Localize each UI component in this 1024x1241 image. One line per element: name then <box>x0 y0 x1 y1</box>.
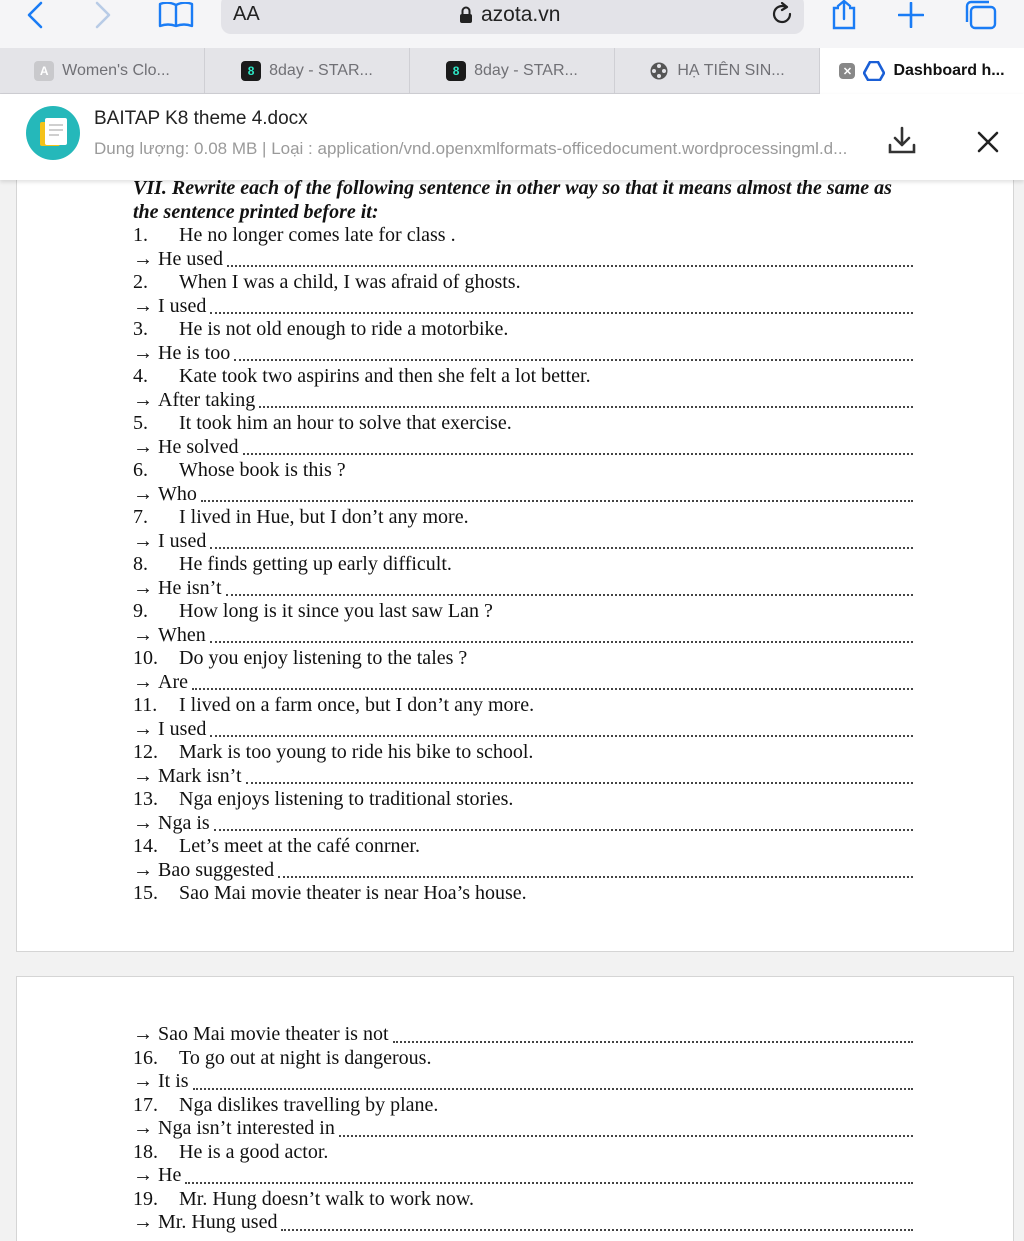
question-sentence: He is a good actor. <box>179 1140 329 1163</box>
answer-blank <box>226 592 913 596</box>
answer-prompt: Nga is <box>158 811 210 834</box>
arrow-icon: → <box>133 1023 153 1045</box>
answer-prompt: Are <box>158 670 188 693</box>
question-line <box>133 271 913 295</box>
arrow-icon: → <box>133 764 153 787</box>
answer-line <box>133 1211 913 1235</box>
tab-8day-star-1[interactable] <box>205 48 410 94</box>
browser-toolbar <box>0 0 1024 48</box>
arrow-icon: → <box>133 435 153 458</box>
question-number: 6. <box>133 459 148 481</box>
question-number: 13. <box>133 788 158 810</box>
answer-line <box>133 530 913 554</box>
answer-blank <box>339 1133 913 1137</box>
close-icon <box>977 131 999 153</box>
drive-icon <box>863 61 885 81</box>
new-tab-button[interactable] <box>896 0 926 30</box>
address-bar[interactable] <box>221 0 804 34</box>
arrow-icon: → <box>133 1211 153 1233</box>
question-line <box>133 506 913 530</box>
question-number: 7. <box>133 506 148 528</box>
question-sentence: He is not old enough to ride a motorbike. <box>179 318 509 340</box>
question-sentence: How long is it since you last saw Lan ? <box>179 600 493 622</box>
answer-blank <box>210 310 913 314</box>
arrow-icon: → <box>133 576 153 599</box>
lock-icon <box>459 6 473 24</box>
question-number: 5. <box>133 412 148 434</box>
tab-womens-clothing[interactable] <box>0 48 205 94</box>
question-sentence: He no longer comes late for class . <box>179 224 456 246</box>
question-line <box>133 600 913 624</box>
question-sentence: Mark is too young to ride his bike to school. <box>179 741 534 763</box>
forward-button[interactable] <box>88 0 118 30</box>
text-size-button[interactable] <box>233 3 260 26</box>
download-button[interactable] <box>884 122 920 158</box>
page-1-content <box>133 180 913 906</box>
question-number: 17. <box>133 1093 158 1116</box>
answer-line-15 <box>133 1023 913 1047</box>
tab-strip <box>0 48 1024 94</box>
tabs-icon <box>963 0 997 30</box>
answer-prompt: I used <box>158 717 207 740</box>
answer-prompt: He isn’t <box>158 576 222 599</box>
letter-a-icon: A <box>34 61 54 81</box>
file-header <box>0 94 1024 180</box>
question-sentence: Kate took two aspirins and then she felt a lot better. <box>179 365 591 387</box>
reload-icon <box>770 2 794 26</box>
question-number: 9. <box>133 600 148 622</box>
arrow-icon: → <box>133 1070 153 1092</box>
arrow-icon: → <box>133 529 153 552</box>
answer-line <box>133 342 913 366</box>
tab-label: 8day - STAR... <box>269 62 373 79</box>
question-number: 12. <box>133 741 158 763</box>
answer-blank <box>393 1039 913 1043</box>
answer-line <box>133 1117 913 1141</box>
arrow-icon: → <box>133 294 153 317</box>
answer-prompt: It is <box>158 1070 189 1092</box>
download-icon <box>887 125 917 155</box>
arrow-icon: → <box>133 247 153 270</box>
text-size-label: AA <box>233 3 260 25</box>
answer-line <box>133 859 913 883</box>
answer-line <box>133 389 913 413</box>
question-line <box>133 1141 913 1165</box>
answer-prompt: I used <box>158 529 207 552</box>
question-line <box>133 224 913 248</box>
tab-label: HẠ TIÊN SIN... <box>677 62 785 79</box>
tab-ha-tien-sinh[interactable] <box>615 48 820 94</box>
answer-prompt: He used <box>158 247 223 270</box>
chevron-left-icon <box>26 1 44 29</box>
question-sentence: To go out at night is dangerous. <box>179 1046 432 1069</box>
plus-icon <box>898 2 924 28</box>
question-line <box>133 318 913 342</box>
answer-line <box>133 1070 913 1094</box>
file-meta: Dung lượng: 0.08 MB | Loại : application/vnd.openxmlformats-officedocument.wordprocessingml.d... <box>94 139 848 158</box>
answer-line <box>133 624 913 648</box>
arrow-icon: → <box>133 811 153 834</box>
back-button[interactable] <box>20 0 50 30</box>
answer-line <box>133 248 913 272</box>
question-number: 15. <box>133 882 158 904</box>
url-text: azota.vn <box>481 3 561 26</box>
question-sentence: Mr. Hung doesn’t walk to work now. <box>179 1187 474 1210</box>
arrow-icon: → <box>133 717 153 740</box>
question-sentence: I lived in Hue, but I don’t any more. <box>179 506 469 528</box>
arrow-icon: → <box>133 1117 153 1139</box>
question-sentence: Sao Mai movie theater is near Hoa’s house. <box>179 882 527 904</box>
answer-blank <box>210 733 913 737</box>
question-line <box>133 412 913 436</box>
answer-prompt: He is too <box>158 341 231 364</box>
8day-logo-icon: 8 <box>241 61 261 81</box>
bookmarks-button[interactable] <box>156 0 196 30</box>
question-line <box>133 365 913 389</box>
answer-blank <box>210 639 913 643</box>
answer-blank <box>227 263 913 267</box>
arrow-icon: → <box>133 623 153 646</box>
answer-prompt: Nga isn’t interested in <box>158 1117 335 1139</box>
question-line <box>133 459 913 483</box>
answer-blank <box>201 498 913 502</box>
answer-line <box>133 295 913 319</box>
tab-overview-button[interactable] <box>960 0 1000 30</box>
arrow-icon: → <box>133 670 153 693</box>
chevron-right-icon <box>94 1 112 29</box>
answer-line <box>133 812 913 836</box>
question-line <box>133 553 913 577</box>
question-line <box>133 1094 913 1118</box>
question-sentence: It took him an hour to solve that exercise. <box>179 412 512 434</box>
answer-blank <box>243 451 913 455</box>
question-number: 2. <box>133 271 148 293</box>
question-sentence: He finds getting up early difficult. <box>179 553 452 575</box>
answer-blank <box>214 827 913 831</box>
answer-prompt: He solved <box>158 435 239 458</box>
answer-prompt: Mark isn’t <box>158 764 242 787</box>
arrow-icon: → <box>133 388 153 411</box>
answer-prompt: Mr. Hung used <box>158 1211 278 1233</box>
reload-button[interactable] <box>770 2 794 31</box>
answer-blank <box>281 1227 913 1231</box>
answer-prompt: Sao Mai movie theater is not <box>158 1023 389 1045</box>
answer-blank <box>246 780 913 784</box>
question-sentence: I lived on a farm once, but I don’t any more. <box>179 694 535 716</box>
question-sentence: Whose book is this ? <box>179 459 346 481</box>
close-tab-icon[interactable]: ✕ <box>839 63 855 79</box>
answer-blank <box>193 1086 913 1090</box>
answer-line <box>133 577 913 601</box>
book-icon <box>158 2 194 28</box>
answer-blank <box>192 686 913 690</box>
question-line <box>133 1188 913 1212</box>
answer-prompt: Bao suggested <box>158 858 275 881</box>
share-button[interactable] <box>828 0 860 30</box>
answer-prompt: Who <box>158 482 197 505</box>
answer-line <box>133 483 913 507</box>
answer-line <box>133 1164 913 1188</box>
film-reel-icon <box>649 61 669 81</box>
answer-line <box>133 436 913 460</box>
question-number: 3. <box>133 318 148 340</box>
question-line <box>133 882 913 906</box>
answer-blank <box>259 404 913 408</box>
question-number: 10. <box>133 647 158 669</box>
question-number: 16. <box>133 1046 158 1069</box>
answer-prompt: I used <box>158 294 207 317</box>
8day-logo-icon: 8 <box>446 61 466 81</box>
arrow-icon: → <box>133 482 153 505</box>
arrow-icon: → <box>133 1164 153 1186</box>
file-name: BAITAP K8 theme 4.docx <box>94 108 308 129</box>
question-number: 4. <box>133 365 148 387</box>
document-page-2 <box>16 976 1014 1241</box>
tab-label: 8day - STAR... <box>474 62 578 79</box>
page-2-content <box>133 1023 913 1235</box>
answer-line <box>133 718 913 742</box>
question-line <box>133 694 913 718</box>
tab-dashboard[interactable] <box>820 48 1024 94</box>
answer-line <box>133 671 913 695</box>
tab-label: Dashboard h... <box>893 62 1005 79</box>
answer-blank <box>234 357 913 361</box>
document-viewer[interactable] <box>0 180 1024 1241</box>
answer-line <box>133 765 913 789</box>
tab-8day-star-2[interactable] <box>410 48 615 94</box>
answer-prompt: He <box>158 1164 182 1186</box>
share-icon <box>830 0 858 30</box>
question-number: 8. <box>133 553 148 575</box>
question-line <box>133 741 913 765</box>
arrow-icon: → <box>133 858 153 881</box>
question-number: 1. <box>133 224 148 246</box>
question-line <box>133 647 913 671</box>
document-page-1 <box>16 180 1014 952</box>
question-sentence: Nga dislikes travelling by plane. <box>179 1093 439 1116</box>
question-number: 11. <box>133 694 158 716</box>
document-file-icon <box>26 106 80 160</box>
close-button[interactable] <box>970 124 1006 160</box>
answer-blank <box>278 874 913 878</box>
arrow-icon: → <box>133 341 153 364</box>
tab-label: Women's Clo... <box>62 62 170 79</box>
question-line <box>133 788 913 812</box>
exercise-heading: VII. Rewrite each of the following sentence in other way so that it means almost the same as the sentence printed before it: <box>133 180 892 223</box>
question-sentence: Nga enjoys listening to traditional stories. <box>179 788 514 810</box>
answer-prompt: After taking <box>158 388 256 411</box>
question-line <box>133 1047 913 1071</box>
question-number: 19. <box>133 1187 158 1210</box>
answer-blank <box>210 545 913 549</box>
question-sentence: When I was a child, I was afraid of ghosts. <box>179 271 521 293</box>
answer-prompt: When <box>158 623 206 646</box>
answer-blank <box>185 1180 913 1184</box>
question-sentence: Let’s meet at the café conrner. <box>179 835 420 857</box>
question-number: 14. <box>133 835 158 857</box>
question-number: 18. <box>133 1140 158 1163</box>
question-sentence: Do you enjoy listening to the tales ? <box>179 647 468 669</box>
url-display[interactable] <box>459 3 560 27</box>
question-line <box>133 835 913 859</box>
